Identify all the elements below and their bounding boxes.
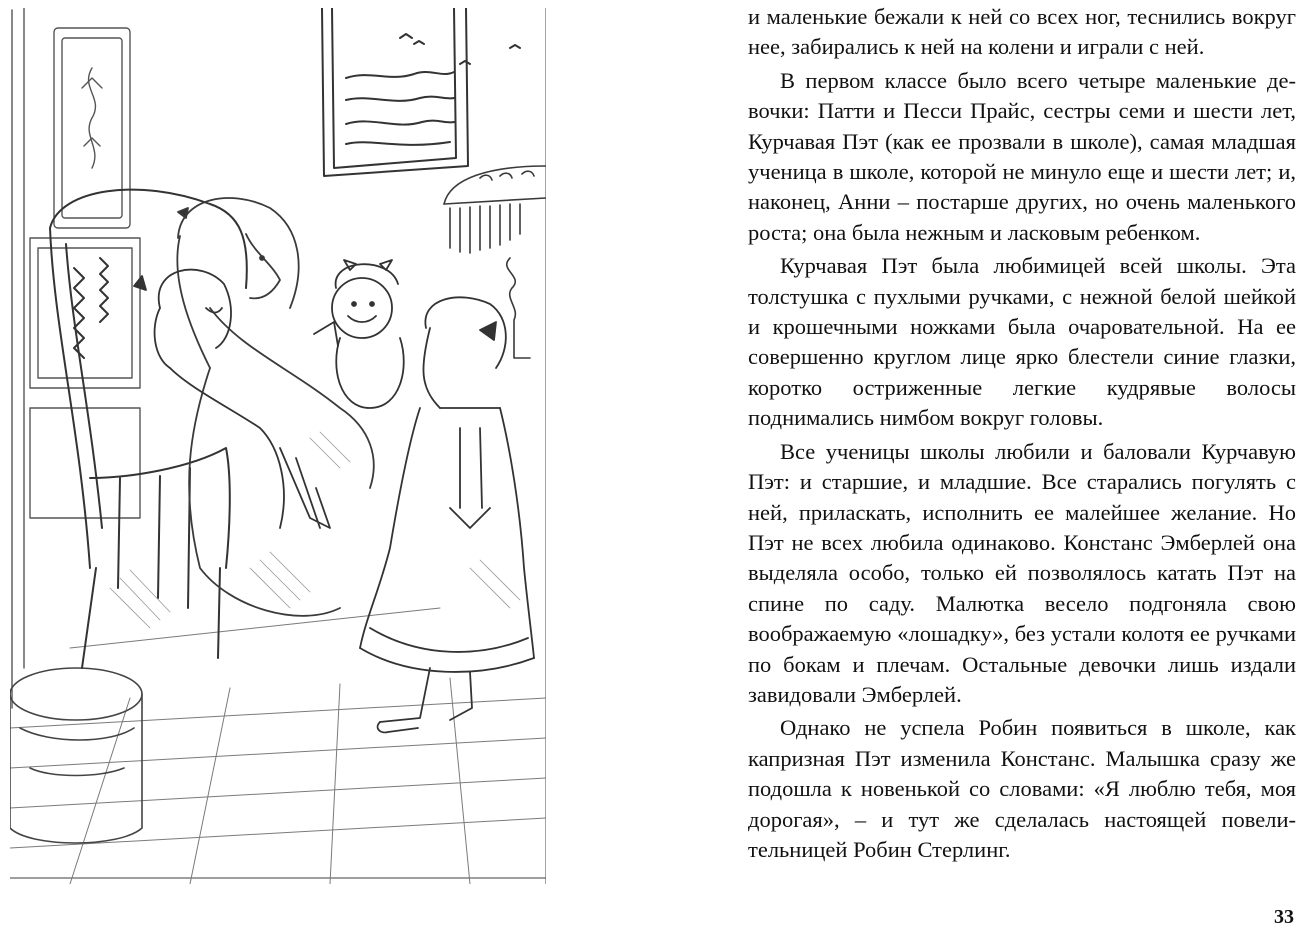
pencil-sketch-girls-in-parlor-icon [10, 8, 546, 884]
paragraph-3: Курчавая Пэт была любимицей всей школы. Эта толстушка с пухлыми ручками, с нежной белой шейкой и крошечными ножками была очаровательной. На ее совершенно круглом лице ярко блестели синие глазки, коротко остриженные легкие кудрявые волосы поднимались нимбом вокруг головы. [748, 253, 1296, 431]
paragraph-4: Все ученицы школы любили и баловали Курчавую Пэт: и старшие, и младшие. Все старались погулять с ней, приласкать, исполнить ее малейшее желание. Но Пэт не всех любила одинаково. Констанс Эмберлей она выделяла особо, только ей позволялось катать Пэт на спине по саду. Малютка весело подгоняла свою воображаемую «лошадку», без устали колотя ее ручками по бокам и плечам. Остальные девочки лишь издали завидовали Эмберлей. [748, 438, 1296, 707]
paragraph-5: Однако не успела Робин появиться в школе, как капризная Пэт изменила Констанс. Малышка сразу же подошла к новенькой со словами: «Я люблю тебя, моя дорогая», – и тут же сделалась настоящей повелительницей Робин Стерлинг. [748, 715, 1296, 862]
paragraph-1: и маленькие бежали к ней со всех ног, теснились вокруг нее, забирались к ней на колени и играли с ней. [748, 4, 1296, 60]
page-number: 33 [1274, 906, 1294, 928]
book-illustration [10, 8, 546, 884]
paragraph-2: В первом классе было всего четыре маленькие девочки: Патти и Песси Прайс, сестры семи и шести лет, Курчавая Пэт (как ее прозвали в школе), самая младшая ученица в школе, которой не минуло еще и шести лет; и, наконец, Анни – постарше других, но очень маленького роста; она была нежным и ласковым ребенком. [748, 67, 1296, 245]
text-column [748, 2, 1296, 865]
